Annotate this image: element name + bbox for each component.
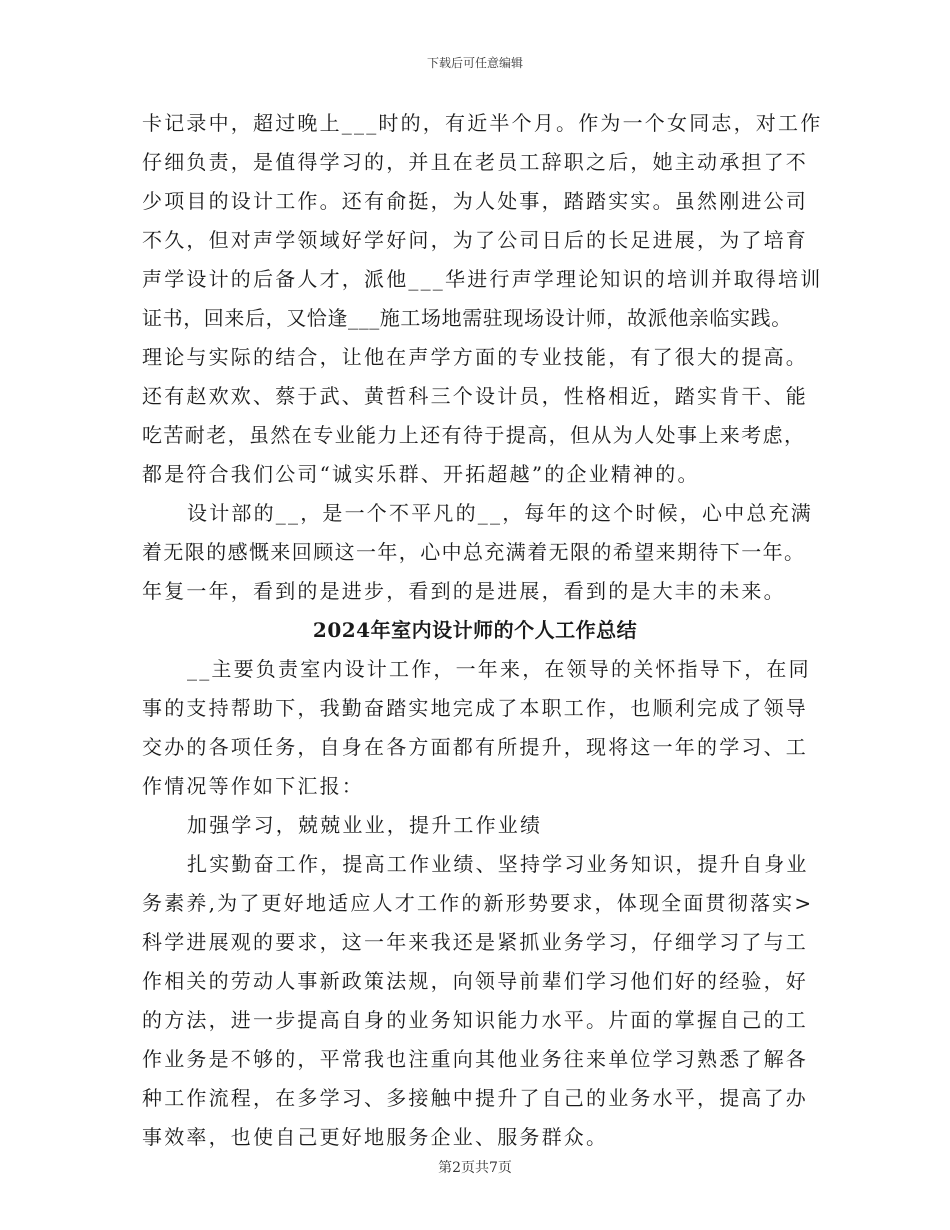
page-header: 下载后可任意编辑	[426, 56, 523, 70]
body-line: 声学设计的后备人才，派他___华进行声学理论知识的培训并取得培训	[142, 267, 823, 291]
body-line: 卡记录中，超过晚上___时的，有近半个月。作为一个女同志，对工作	[142, 111, 823, 135]
body-line: 都是符合我们公司“诚实乐群、开拓超越”的企业精神的。	[142, 462, 700, 486]
paragraph-start-line: 扎实勤奋工作，提高工作业绩、坚持学习业务知识，提升自身业	[187, 852, 809, 876]
paragraph-start-line: __主要负责室内设计工作，一年来，在领导的关怀指导下，在同	[187, 657, 811, 681]
body-line: 作相关的劳动人事新政策法规，向领导前辈们学习他们好的经验，好	[142, 969, 808, 993]
body-line: 证书，回来后，又恰逢___施工场地需驻现场设计师，故派他亲临实践。	[142, 306, 792, 330]
body-line: 作业务是不够的，平常我也注重向其他业务往来单位学习熟悉了解各	[142, 1047, 808, 1071]
body-line: 仔细负责，是值得学习的，并且在老员工辞职之后，她主动承担了不	[142, 150, 808, 174]
body-line: 吃苦耐老，虽然在专业能力上还有待于提高，但从为人处事上来考虑，	[142, 423, 806, 447]
body-line: 作情况等作如下汇报：	[142, 774, 364, 798]
paragraph-start-line: 设计部的__，是一个不平凡的__，每年的这个时候，心中总充满	[187, 501, 813, 525]
document-body	[0, 104, 950, 1157]
body-line: 事效率，也使自己更好地服务企业、服务群众。	[142, 1125, 609, 1149]
section-title: 2024年室内设计师的个人工作总结	[312, 618, 638, 642]
body-line: 科学进展观的要求，这一年来我还是紧抓业务学习，仔细学习了与工	[142, 930, 808, 954]
body-line: 年复一年，看到的是进步，看到的是进展，看到的是大丰的未来。	[142, 579, 786, 603]
body-line: 理论与实际的结合，让他在声学方面的专业技能，有了很大的提高。	[142, 345, 808, 369]
body-line: 不久，但对声学领域好学好问，为了公司日后的长足进展，为了培育	[142, 228, 808, 252]
body-line: 还有赵欢欢、蔡于武、黄哲科三个设计员，性格相近，踏实肯干、能	[142, 384, 808, 408]
body-line: 事的支持帮助下，我勤奋踏实地完成了本职工作，也顺利完成了领导	[142, 696, 808, 720]
body-line: 交办的各项任务，自身在各方面都有所提升，现将这一年的学习、工	[142, 735, 808, 759]
body-line: 务素养,为了更好地适应人才工作的新形势要求，体现全面贯彻落实>	[142, 891, 814, 915]
subheading-line: 加强学习，兢兢业业，提升工作业绩	[187, 813, 543, 837]
body-line: 少项目的设计工作。还有俞挺，为人处事，踏踏实实。虽然刚进公司	[142, 189, 808, 213]
body-line: 种工作流程，在多学习、多接触中提升了自己的业务水平，提高了办	[142, 1086, 808, 1110]
body-line: 着无限的感慨来回顾这一年，心中总充满着无限的希望来期待下一年。	[142, 540, 806, 564]
page-number: 第2页共7页	[438, 1160, 512, 1176]
body-line: 的方法，进一步提高自身的业务知识能力水平。片面的掌握自己的工	[142, 1008, 808, 1032]
